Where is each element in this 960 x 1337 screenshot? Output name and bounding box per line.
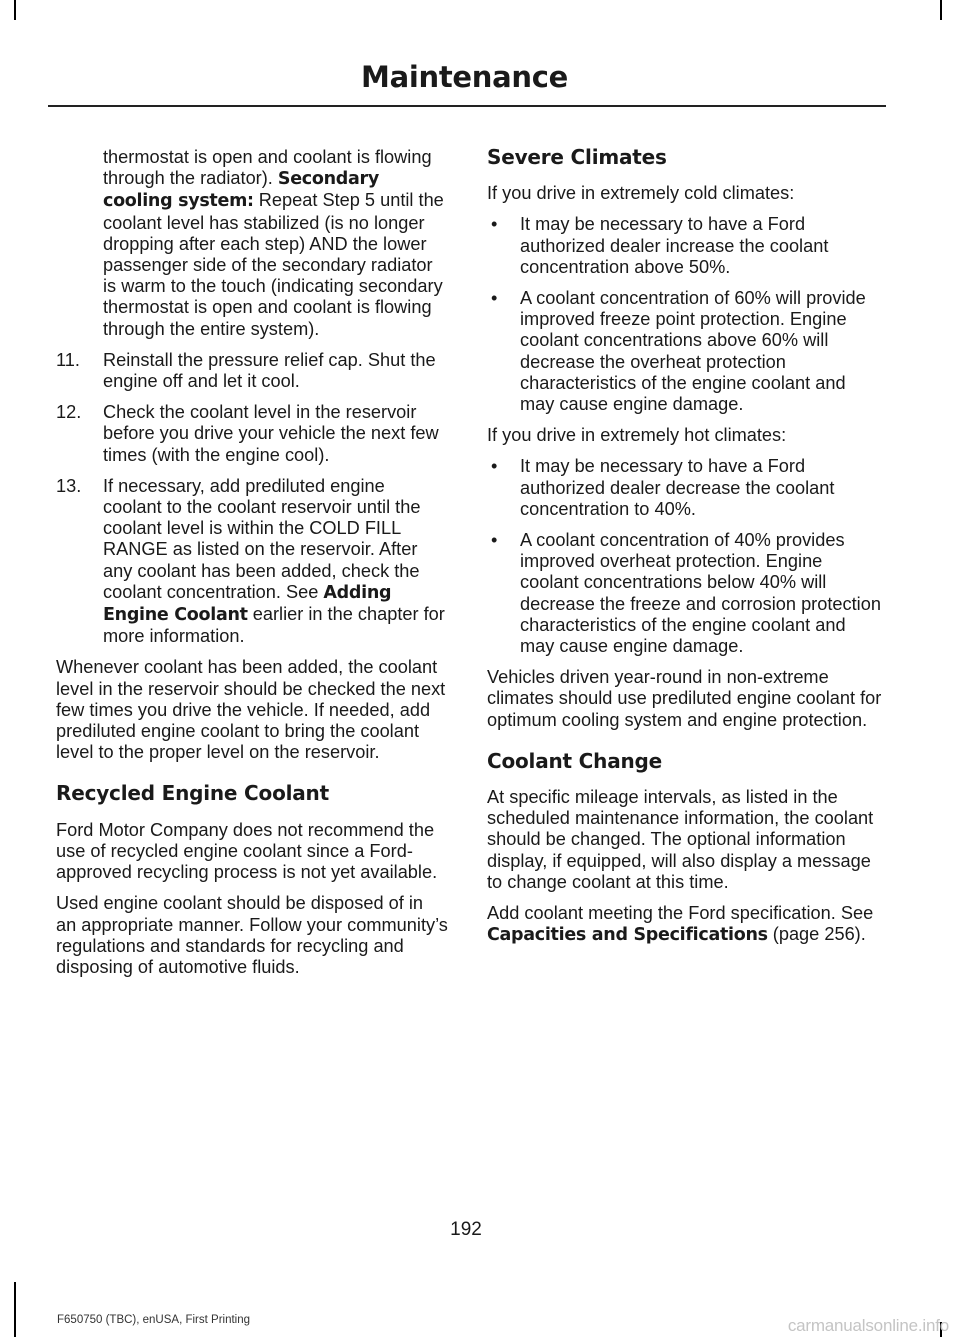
continued-step-line: thermostat is open and coolant is flowing through the radiator). [103,147,432,189]
step-item [56,476,448,648]
list-item-text: A coolant concentration of 60% will provide improved freeze point protection. Engine coolant concentrations above 60% will decrease the overheat protection characteristics of the engine coolant and may cause engine damage. [520,288,866,415]
bullet-icon: • [491,214,498,235]
bullet-icon: • [491,288,498,309]
step-item [56,350,448,392]
list-item [487,214,882,278]
hot-climates-intro: If you drive in extremely hot climates: [487,425,787,446]
page-header-title: Maintenance [361,60,568,94]
list-item [487,530,882,657]
recycled-paragraph-1: Ford Motor Company does not recommend the use of recycled engine coolant since a Ford-approved recycling process is not yet available. [56,819,438,883]
recycled-coolant-heading: Recycled Engine Coolant [56,781,329,806]
step-text-tail: earlier in the chapter for more information. [103,604,445,647]
list-item [487,288,882,415]
crop-mark-top-right [940,0,942,20]
page-number: 192 [450,1219,482,1240]
list-item-text: A coolant concentration of 40% provides improved overheat protection. Engine coolant concentrations below 40% will decrease the freeze and corrosion protection characteristics of the engine coolant and may cause engine damage. [520,530,881,657]
severe-climates-heading: Severe Climates [487,145,667,169]
bullet-icon: • [491,530,498,551]
coolant-change-heading: Coolant Change [487,748,663,773]
left-column [56,147,448,988]
watermark: carmanualsonline.info [787,1316,949,1335]
page-reference: (page 256). [767,924,866,945]
bullet-icon: • [491,456,498,477]
capacities-specifications-link[interactable]: Capacities and Specifications [487,925,768,946]
step-number: 12. [56,402,82,423]
footer-imprint: F650750 (TBC), enUSA, First Printing [57,1314,251,1326]
continued-step-text [103,147,448,340]
secondary-cooling-label: Secondary cooling system: [103,169,379,212]
step-item [56,402,448,466]
recycled-paragraph-2: Used engine coolant should be disposed of in an appropriate manner. Follow your community’s regulations and standards for recycling and disposing of automotive fluids. [56,893,448,977]
add-coolant-paragraph [487,903,882,946]
crop-mark-top-left [14,0,16,20]
step-number: 11. [56,349,80,370]
coolant-added-paragraph: Whenever coolant has been added, the coolant level in the reservoir should be checked the next few times you drive the vehicle. If needed, add prediluted engine coolant to bring the coolant level to the proper level on the reservoir. [56,657,446,763]
step-text: Reinstall the pressure relief cap. Shut the engine off and let it cool. [103,349,436,392]
crop-mark-bottom-left [14,1282,16,1337]
secondary-cooling-text: Repeat Step 5 until the coolant level has stabilized (is no longer dropping after each step) AND the lower passenger side of the secondary radiator is warm to the touch (indicating secondary thermostat is open and coolant is flowing through the entire system). [103,190,444,339]
header-rule [48,105,886,107]
right-column [487,147,882,957]
step-text: Check the coolant level in the reservoir before you drive your vehicle the next few times (with the engine cool). [103,402,439,465]
list-item [487,456,882,520]
step-text: If necessary, add prediluted engine coolant to the coolant reservoir until the coolant level is within the COLD FILL RANGE as listed on the reservoir. After any coolant has been added, check the coolant concentration. See [103,475,421,602]
adding-engine-coolant-link[interactable]: Adding Engine Coolant [103,582,392,626]
list-item-text: It may be necessary to have a Ford authorized dealer increase the coolant concentration above 50%. [520,214,829,277]
step-number: 13. [56,475,82,496]
coolant-change-paragraph: At specific mileage intervals, as listed in the scheduled maintenance information, the coolant should be changed. The optional information display, if equipped, will also display a message to change coolant at this time. [487,787,874,892]
list-item-text: It may be necessary to have a Ford authorized dealer decrease the coolant concentration to 40%. [520,456,835,519]
add-coolant-text: Add coolant meeting the Ford specification. See [487,903,874,924]
year-round-paragraph: Vehicles driven year-round in non-extreme climates should use prediluted engine coolant for optimum cooling system and engine protection. [487,667,882,730]
cold-climates-intro: If you drive in extremely cold climates: [487,183,795,204]
